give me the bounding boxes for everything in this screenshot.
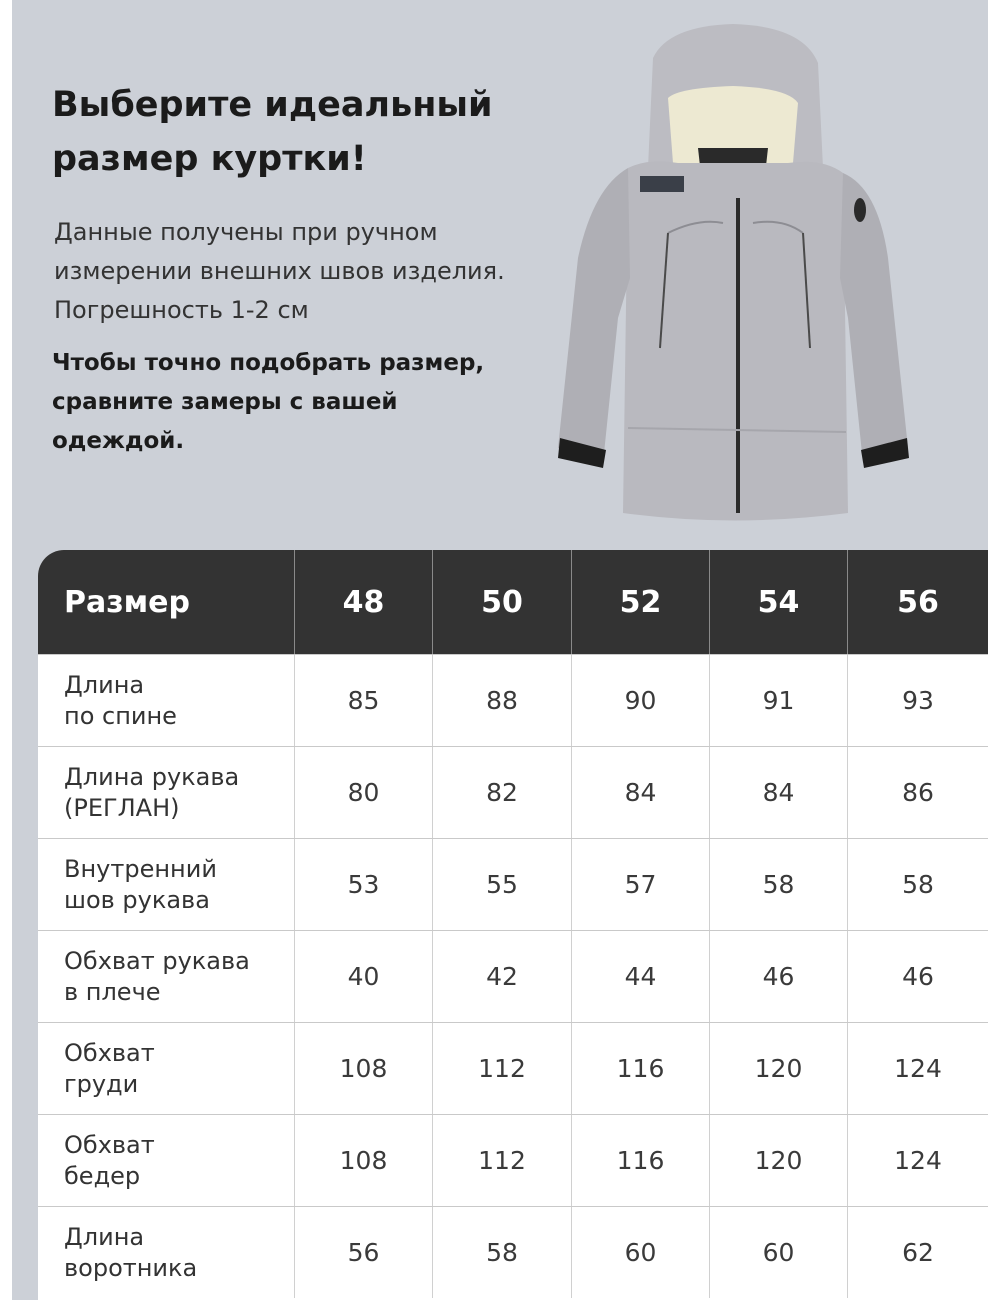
row-label: Обхват груди [38, 1023, 295, 1114]
table-cell: 58 [710, 839, 848, 930]
table-cell: 112 [433, 1115, 572, 1206]
table-cell: 46 [902, 962, 934, 991]
table-cell: 84 [710, 747, 848, 838]
table-cell: 55 [433, 839, 572, 930]
header-cell: 48 [295, 550, 433, 654]
table-cell: 124 [894, 1146, 942, 1175]
table-cell: 124 [894, 1054, 942, 1083]
row-label: Обхват бедер [38, 1115, 295, 1206]
table-cell: 58 [902, 870, 934, 899]
table-cell: 60 [572, 1207, 710, 1298]
table-cell: 58 [433, 1207, 572, 1298]
table-cell: 116 [572, 1115, 710, 1206]
table-cell: 62 [902, 1238, 934, 1267]
page-title: Выберите идеальный размер куртки! [52, 85, 493, 179]
table-cell: 116 [572, 1023, 710, 1114]
table-cell: 53 [295, 839, 433, 930]
table-cell: 60 [710, 1207, 848, 1298]
table-cell: 108 [295, 1023, 433, 1114]
header-cell: 54 [710, 550, 848, 654]
row-label: Внутренний шов рукава [38, 839, 295, 930]
header-cell: 50 [433, 550, 572, 654]
table-row [38, 654, 988, 746]
table-cell: 86 [902, 778, 934, 807]
table-cell: 82 [433, 747, 572, 838]
table-cell: 46 [710, 931, 848, 1022]
header-cell: 56 [897, 584, 939, 620]
jacket-image [548, 18, 918, 528]
table-cell: 91 [710, 655, 848, 746]
table-cell: 93 [902, 686, 934, 715]
row-label: Длина по спине [38, 655, 295, 746]
table-row [38, 746, 988, 838]
table-cell: 108 [295, 1115, 433, 1206]
table-cell: 85 [295, 655, 433, 746]
table-row [38, 1114, 988, 1206]
table-cell: 56 [295, 1207, 433, 1298]
row-label: Длина воротника [38, 1207, 295, 1298]
table-cell: 80 [295, 747, 433, 838]
table-cell: 84 [572, 747, 710, 838]
table-cell: 42 [433, 931, 572, 1022]
table-cell: 88 [433, 655, 572, 746]
table-cell: 120 [710, 1023, 848, 1114]
table-cell: 40 [295, 931, 433, 1022]
table-row [38, 838, 988, 930]
size-table [38, 550, 988, 1300]
row-label: Обхват рукава в плече [38, 931, 295, 1022]
table-row [38, 930, 988, 1022]
table-cell: 90 [572, 655, 710, 746]
table-header-row [38, 550, 988, 654]
table-row [38, 1206, 988, 1298]
table-cell: 112 [433, 1023, 572, 1114]
table-row [38, 1022, 988, 1114]
header-cell-size: Размер [38, 550, 295, 654]
header-cell: 52 [572, 550, 710, 654]
row-label: Длина рукава (РЕГЛАН) [38, 747, 295, 838]
measurement-description: Данные получены при ручном измерении внешних швов изделия. Погрешность 1-2 см [54, 218, 505, 324]
table-cell: 44 [572, 931, 710, 1022]
table-cell: 57 [572, 839, 710, 930]
table-cell: 120 [710, 1115, 848, 1206]
fitting-note: Чтобы точно подобрать размер, сравните замеры с вашей одеждой. [52, 350, 485, 454]
